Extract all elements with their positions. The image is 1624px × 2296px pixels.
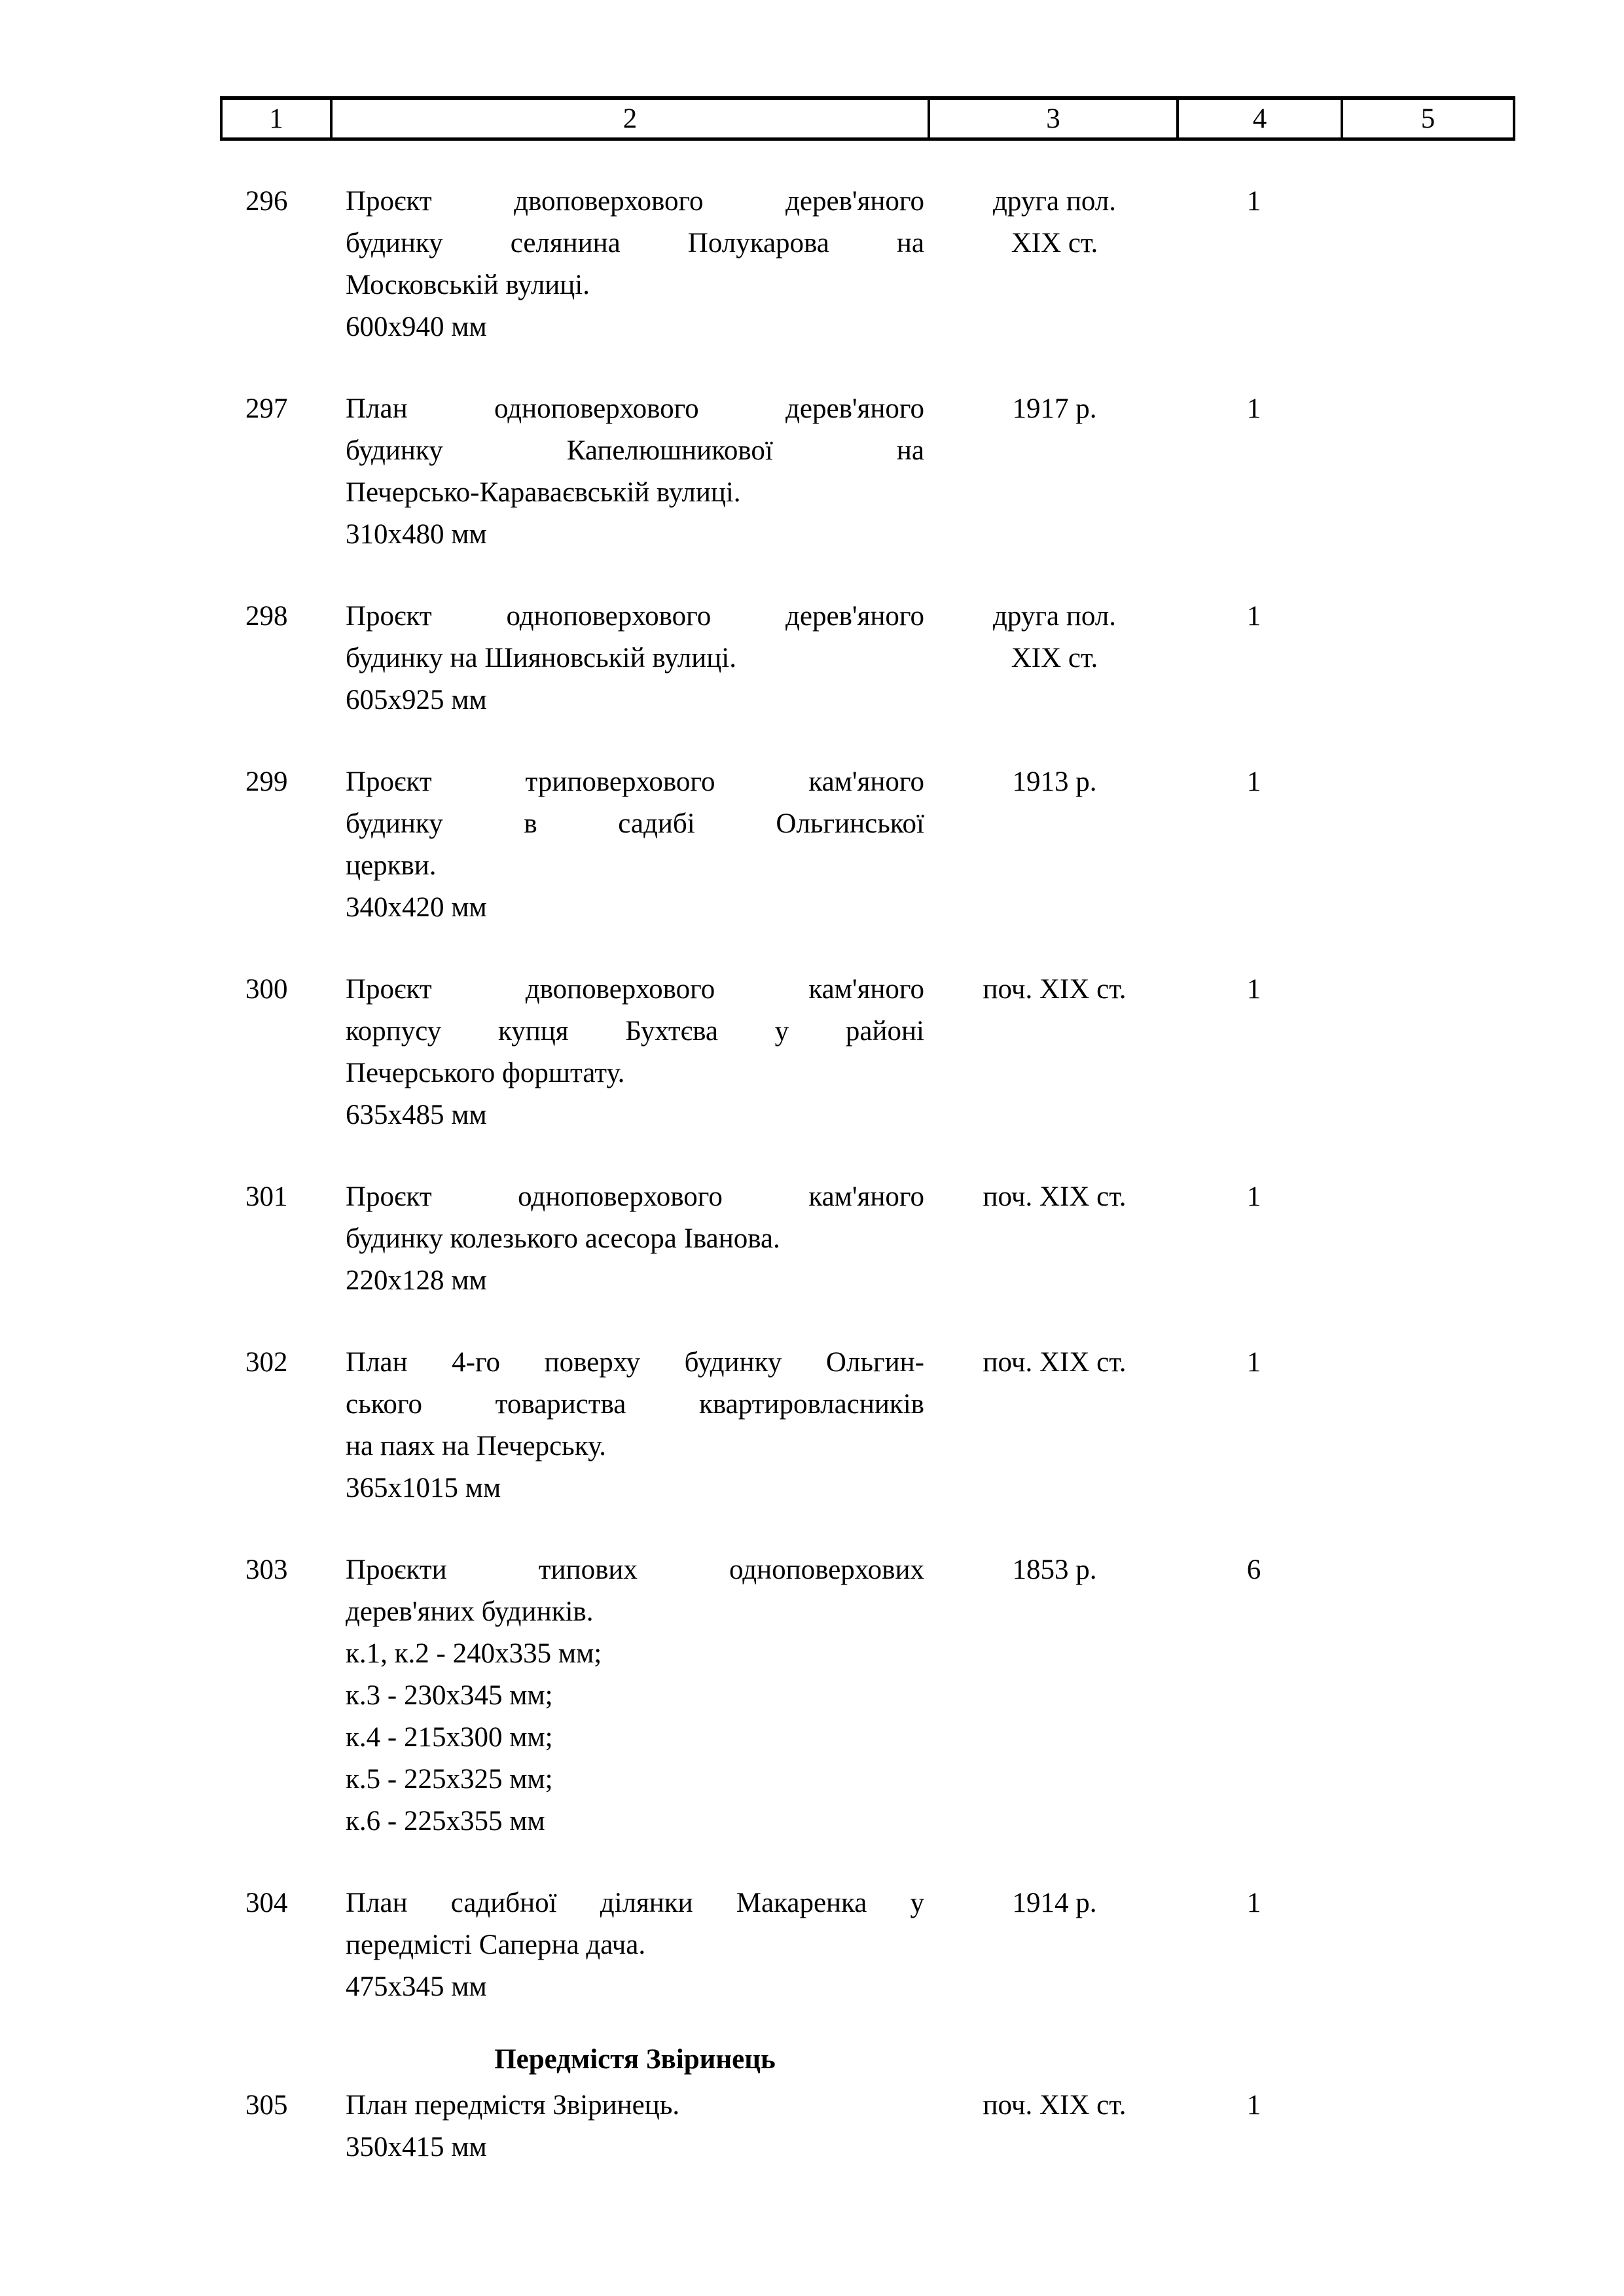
- entry-number: 301: [245, 1181, 288, 1212]
- entry-date: [930, 1882, 1179, 1924]
- word: 4-го: [452, 1347, 501, 1378]
- description-line: 220х128 мм: [346, 1265, 487, 1296]
- entry-date: [930, 596, 1179, 679]
- description-line: церкви.: [346, 850, 437, 881]
- word: одноповерхового: [518, 1181, 723, 1212]
- word: в: [524, 808, 537, 839]
- entry-date: [930, 1549, 1179, 1591]
- word: кам'яного: [808, 1181, 924, 1212]
- word: Проєкт: [346, 766, 432, 797]
- date-line: поч. XIX ст.: [983, 1347, 1127, 1378]
- description-line: [346, 430, 924, 472]
- date-line: поч. XIX ст.: [983, 2090, 1127, 2121]
- word: будинку: [346, 808, 443, 839]
- date-line: поч. XIX ст.: [983, 1181, 1127, 1212]
- entry-description: [346, 596, 924, 721]
- description-line: [346, 1549, 924, 1591]
- header-cell-5: 5: [1420, 103, 1435, 134]
- word: на: [896, 228, 924, 259]
- word: Бухтєва: [625, 1016, 718, 1047]
- word: на: [896, 435, 924, 466]
- word: поверху: [544, 1347, 641, 1378]
- date-line: XIX ст.: [1011, 228, 1098, 259]
- entry-count: 1: [1246, 974, 1261, 1005]
- entry-count: 1: [1246, 1181, 1261, 1212]
- table-body: [220, 181, 1515, 2208]
- word: Проєкт: [346, 1181, 432, 1212]
- word: селянина: [510, 228, 621, 259]
- entry-description: [346, 969, 924, 1136]
- entry-number: 299: [245, 766, 288, 797]
- description-line: 310х480 мм: [346, 519, 487, 550]
- entry-count: 1: [1246, 393, 1261, 424]
- word: одноповерхових: [729, 1554, 924, 1585]
- word: триповерхового: [525, 766, 715, 797]
- word: Ольгин-: [825, 1347, 924, 1378]
- entry-date: [930, 969, 1179, 1011]
- entry-number: 296: [245, 186, 288, 217]
- description-line: [346, 388, 924, 430]
- date-line: друга пол.: [993, 601, 1116, 632]
- table-row: [220, 1176, 1515, 1302]
- word: будинку: [346, 228, 443, 259]
- date-line: друга пол.: [993, 186, 1116, 217]
- header-cell-3: 3: [930, 100, 1179, 137]
- date-line: 1917 р.: [1012, 393, 1097, 424]
- description-line: [346, 761, 924, 803]
- word: садибної: [450, 1888, 557, 1918]
- description-line: к.6 - 225х355 мм: [346, 1806, 545, 1837]
- section-heading: Передмістя Звіринець: [494, 2044, 776, 2075]
- description-line: будинку колезького асесора Іванова.: [346, 1223, 780, 1254]
- date-line: 1853 р.: [1012, 1554, 1097, 1585]
- word: дерев'яного: [785, 601, 924, 632]
- table-row: [220, 596, 1515, 721]
- word: План: [346, 1888, 408, 1918]
- word: будинку: [684, 1347, 782, 1378]
- word: кам'яного: [808, 766, 924, 797]
- word: Проєкти: [346, 1554, 447, 1585]
- description-line: [346, 1176, 924, 1218]
- header-cell-2: 2: [333, 100, 930, 137]
- word: у: [774, 1016, 789, 1047]
- entry-number: 300: [245, 974, 288, 1005]
- table-row: [220, 1882, 1515, 2008]
- description-line: [346, 1882, 924, 1924]
- word: у: [910, 1888, 924, 1918]
- header-cell-1: 1: [223, 100, 333, 137]
- word: товариства: [495, 1389, 626, 1420]
- word: ділянки: [600, 1888, 693, 1918]
- description-line: Печерського форштату.: [346, 1058, 625, 1088]
- description-line: 340х420 мм: [346, 892, 487, 923]
- word: дерев'яного: [785, 393, 924, 424]
- entry-date: [930, 761, 1179, 803]
- entry-number: 304: [245, 1888, 288, 1918]
- word: одноповерхового: [506, 601, 712, 632]
- entry-number: 302: [245, 1347, 288, 1378]
- entry-description: [346, 1342, 924, 1509]
- word: ського: [346, 1389, 422, 1420]
- description-line: 600х940 мм: [346, 312, 487, 342]
- entry-description: [346, 181, 924, 348]
- word: кам'яного: [808, 974, 924, 1005]
- entry-description: [346, 388, 924, 556]
- entry-description: [346, 1882, 924, 2008]
- word: двоповерхового: [525, 974, 715, 1005]
- entry-count: 6: [1246, 1554, 1261, 1585]
- entry-count: 1: [1246, 186, 1261, 217]
- word: Полукарова: [687, 228, 829, 259]
- description-line: [346, 181, 924, 223]
- date-line: XIX ст.: [1011, 643, 1098, 673]
- date-line: поч. XIX ст.: [983, 974, 1127, 1005]
- description-line: к.5 - 225х325 мм;: [346, 1764, 553, 1795]
- entry-description: [346, 1176, 924, 1302]
- word: типових: [538, 1554, 638, 1585]
- description-line: 365х1015 мм: [346, 1473, 501, 1503]
- description-line: [346, 596, 924, 637]
- description-line: на паях на Печерську.: [346, 1431, 607, 1462]
- description-line: к.4 - 215х300 мм;: [346, 1722, 553, 1753]
- description-line: передмісті Саперна дача.: [346, 1929, 646, 1960]
- date-line: 1913 р.: [1012, 766, 1097, 797]
- table-row: [220, 181, 1515, 348]
- date-line: 1914 р.: [1012, 1888, 1097, 1918]
- entry-description: [346, 761, 924, 929]
- word: одноповерхового: [494, 393, 699, 424]
- table-row: [220, 969, 1515, 1136]
- word: дерев'яного: [785, 186, 924, 217]
- word: двоповерхового: [514, 186, 704, 217]
- entry-number: 297: [245, 393, 288, 424]
- description-line: [346, 223, 924, 264]
- description-line: 605х925 мм: [346, 685, 487, 715]
- entry-description: [346, 1549, 924, 1842]
- description-line: [346, 1011, 924, 1052]
- entry-date: [930, 1176, 1179, 1218]
- entry-count: 1: [1246, 2090, 1261, 2121]
- word: районі: [845, 1016, 924, 1047]
- word: будинку: [346, 435, 443, 466]
- entry-date: [930, 2085, 1179, 2126]
- word: План: [346, 393, 408, 424]
- word: Проєкт: [346, 186, 432, 217]
- word: Капелюшникової: [566, 435, 773, 466]
- word: План: [346, 1347, 408, 1378]
- description-line: [346, 1384, 924, 1426]
- table-row: [220, 1549, 1515, 1842]
- table-row: [220, 2085, 1515, 2168]
- entry-description: [346, 2085, 924, 2168]
- header-cell-4: 4: [1179, 100, 1343, 137]
- description-line: дерев'яних будинків.: [346, 1596, 594, 1627]
- description-line: 475х345 мм: [346, 1971, 487, 2002]
- column-number-header: [220, 96, 1515, 141]
- description-line: Печерсько-Караваєвській вулиці.: [346, 477, 741, 508]
- description-line: к.1, к.2 - 240х335 мм;: [346, 1638, 602, 1669]
- description-line: 635х485 мм: [346, 1100, 487, 1130]
- description-line: [346, 969, 924, 1011]
- entry-number: 303: [245, 1554, 288, 1585]
- description-line: [346, 803, 924, 845]
- entry-count: 1: [1246, 1888, 1261, 1918]
- description-line: Московській вулиці.: [346, 270, 590, 300]
- table-row: [220, 388, 1515, 556]
- entry-count: 1: [1246, 766, 1261, 797]
- word: садибі: [618, 808, 695, 839]
- entry-number: 298: [245, 601, 288, 632]
- word: Макаренка: [736, 1888, 867, 1918]
- word: корпусу: [346, 1016, 442, 1047]
- description-line: 350х415 мм: [346, 2132, 487, 2162]
- entry-number: 305: [245, 2090, 288, 2121]
- word: Проєкт: [346, 601, 432, 632]
- word: купця: [497, 1016, 569, 1047]
- word: Ольгинської: [776, 808, 924, 839]
- entry-count: 1: [1246, 601, 1261, 632]
- table-row: [220, 761, 1515, 929]
- word: квартировласників: [699, 1389, 924, 1420]
- description-line: [346, 1342, 924, 1384]
- description-line: к.3 - 230х345 мм;: [346, 1680, 553, 1711]
- entry-count: 1: [1246, 1347, 1261, 1378]
- word: Проєкт: [346, 974, 432, 1005]
- entry-date: [930, 181, 1179, 264]
- description-line: будинку на Шияновській вулиці.: [346, 643, 736, 673]
- table-row: [220, 1342, 1515, 1509]
- entry-date: [930, 388, 1179, 430]
- entry-date: [930, 1342, 1179, 1384]
- description-line: План передмістя Звіринець.: [346, 2090, 680, 2121]
